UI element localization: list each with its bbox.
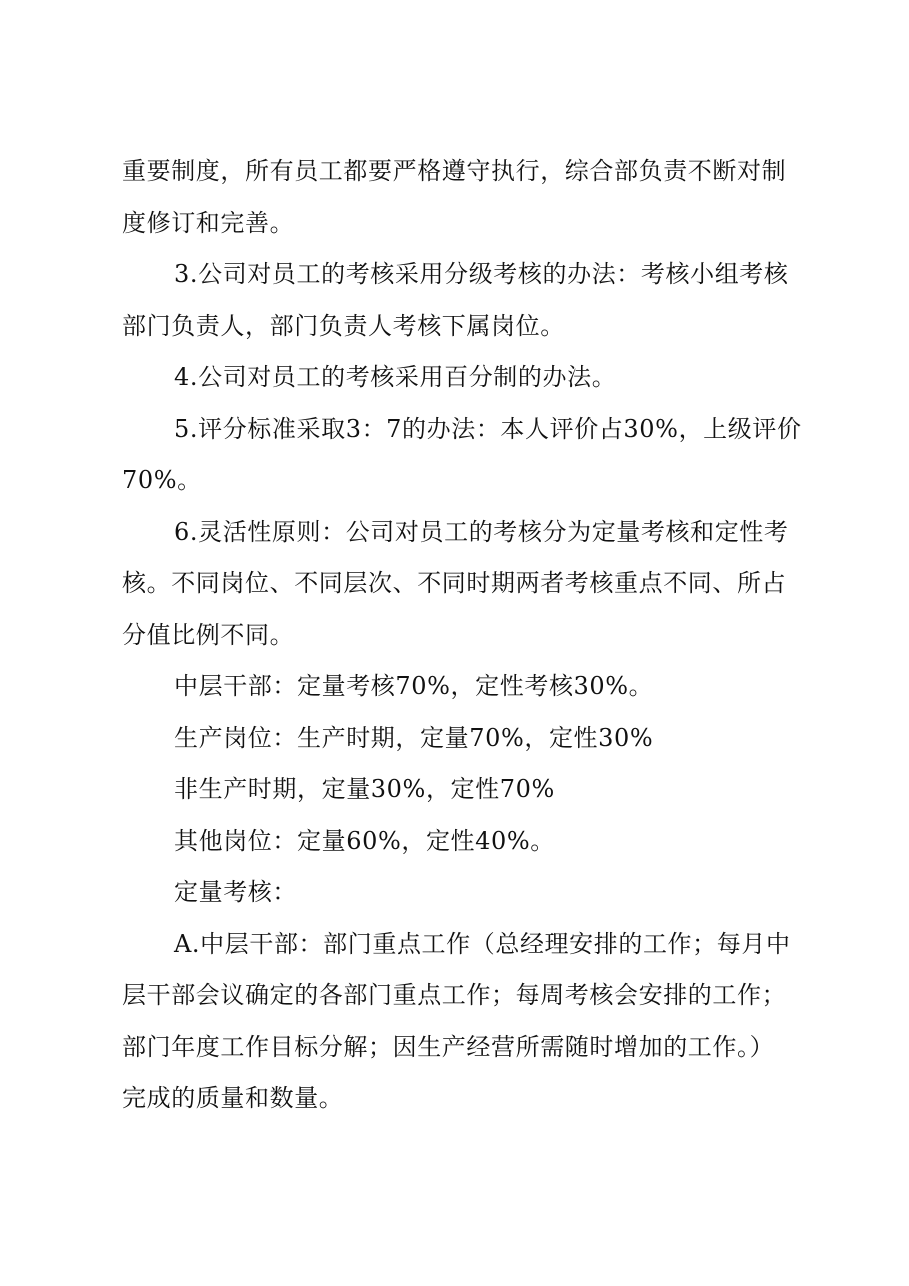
text-line: 部门年度工作目标分解；因生产经营所需随时增加的工作。） bbox=[122, 1032, 775, 1061]
text-line: 70%。 bbox=[122, 466, 202, 494]
paragraph-other-posts-ratio bbox=[122, 816, 787, 868]
paragraph-middle-management-ratio bbox=[122, 661, 787, 713]
paragraph-regulation-continuation bbox=[122, 146, 787, 249]
text-line: A.中层干部：部门重点工作（总经理安排的工作；每月中 bbox=[174, 929, 791, 958]
paragraph-production-post-ratio bbox=[122, 713, 787, 765]
text-line: 分值比例不同。 bbox=[122, 620, 295, 649]
document-body bbox=[122, 146, 802, 1125]
text-line: 其他岗位：定量60%，定性40%。 bbox=[174, 826, 555, 855]
text-line: 3.公司对员工的考核采用分级考核的办法：考核小组考核 bbox=[174, 260, 789, 288]
paragraph-non-production-ratio bbox=[122, 764, 787, 816]
text-line: 非生产时期，定量30%，定性70% bbox=[174, 775, 555, 803]
text-line: 5.评分标准采取3：7的办法：本人评价占30%，上级评价 bbox=[174, 414, 802, 443]
paragraph-item-6 bbox=[122, 507, 787, 662]
paragraph-item-3 bbox=[122, 249, 787, 352]
text-line: 完成的质量和数量。 bbox=[122, 1084, 344, 1112]
text-line: 部门负责人，部门负责人考核下属岗位。 bbox=[122, 311, 565, 340]
text-line: 核。不同岗位、不同层次、不同时期两者考核重点不同、所占 bbox=[122, 569, 787, 597]
text-line: 重要制度，所有员工都要严格遵守执行，综合部负责不断对制 bbox=[122, 157, 787, 185]
text-line: 中层干部：定量考核70%，定性考核30%。 bbox=[174, 672, 654, 700]
text-line: 4.公司对员工的考核采用百分制的办法。 bbox=[174, 363, 617, 391]
paragraph-item-5 bbox=[122, 404, 802, 507]
text-line: 生产岗位：生产时期，定量70%，定性30% bbox=[174, 723, 654, 752]
text-line: 度修订和完善。 bbox=[122, 208, 295, 237]
paragraph-quantitative-heading bbox=[122, 867, 787, 919]
text-line: 6.灵活性原则：公司对员工的考核分为定量考核和定性考 bbox=[174, 517, 789, 546]
text-line: 层干部会议确定的各部门重点工作；每周考核会安排的工作； bbox=[122, 981, 787, 1009]
paragraph-item-4 bbox=[122, 352, 787, 404]
text-line: 定量考核： bbox=[174, 878, 297, 906]
paragraph-item-a bbox=[122, 919, 791, 1125]
